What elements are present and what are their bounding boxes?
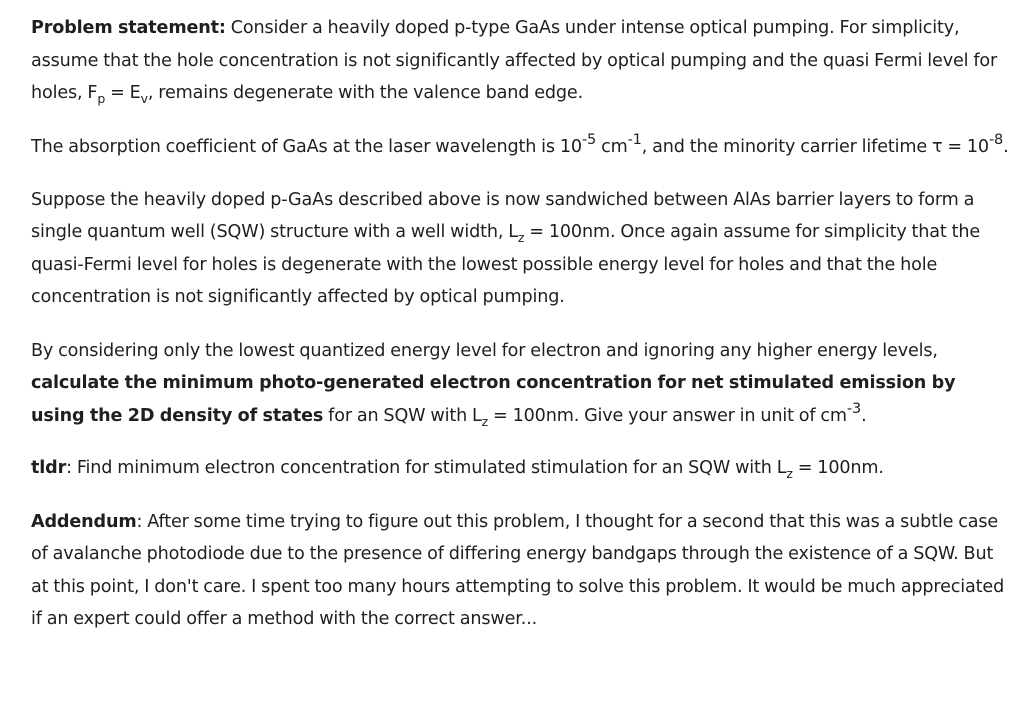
absorption-paragraph: The absorption coefficient of GaAs at the laser wavelength is $10^{-5}$ $cm^{-1}$, and the minority carrier lifetime $\tau = 10^{-8}$. xyxy=(31,131,1009,157)
addendum-label: Addendum xyxy=(31,511,137,532)
problem-statement-paragraph: Problem statement: Consider a heavily doped p-type GaAs under intense optical pumping. For simplicity, assume that the hole concentration is not significantly affected by optical pumping and the quasi Fermi level for holes, $F_p = E_v$, remains degenerate with the valence band edge. xyxy=(31,18,998,106)
sqw-paragraph: Suppose the heavily doped p-GaAs described above is now sandwiched between AlAs barrier layers to form a single quantum well (SQW) structure with a well width, $L_z = 100nm$. Once again assume for simplicity that the quasi-Fermi level for holes is degenerate with the lowest possible energy level for holes and that the hole concentration is not significantly affected by optical pumping. xyxy=(31,189,981,307)
tldr-paragraph: tldr: Find minimum electron concentration for stimulated stimulation for an SQW with $L_z = 100nm$. xyxy=(31,458,884,481)
tldr-label: tldr xyxy=(31,458,67,478)
question-emphasis: calculate the minimum photo-generated electron concentration for net stimulated emission by using the 2D density of states xyxy=(31,373,956,426)
addendum-paragraph: Addendum: After some time trying to figure out this problem, I thought for a second that this was a subtle case of avalanche photodiode due to the presence of differing energy bandgaps through the existence of a SQW. But at this point, I don't care. I spent too many hours attempting to solve this problem. It would be much appreciated if an expert could offer a method with the correct answer... xyxy=(31,511,1005,629)
question-paragraph: By considering only the lowest quantized energy level for electron and ignoring any higher energy levels, calculate the minimum photo-generated electron concentration for net stimulated emission by using the 2D density of states for an SQW with $L_z = 100nm$. Give your answer in unit of $cm^{-3}$. xyxy=(31,340,956,429)
problem-statement-label: Problem statement: xyxy=(31,18,226,38)
